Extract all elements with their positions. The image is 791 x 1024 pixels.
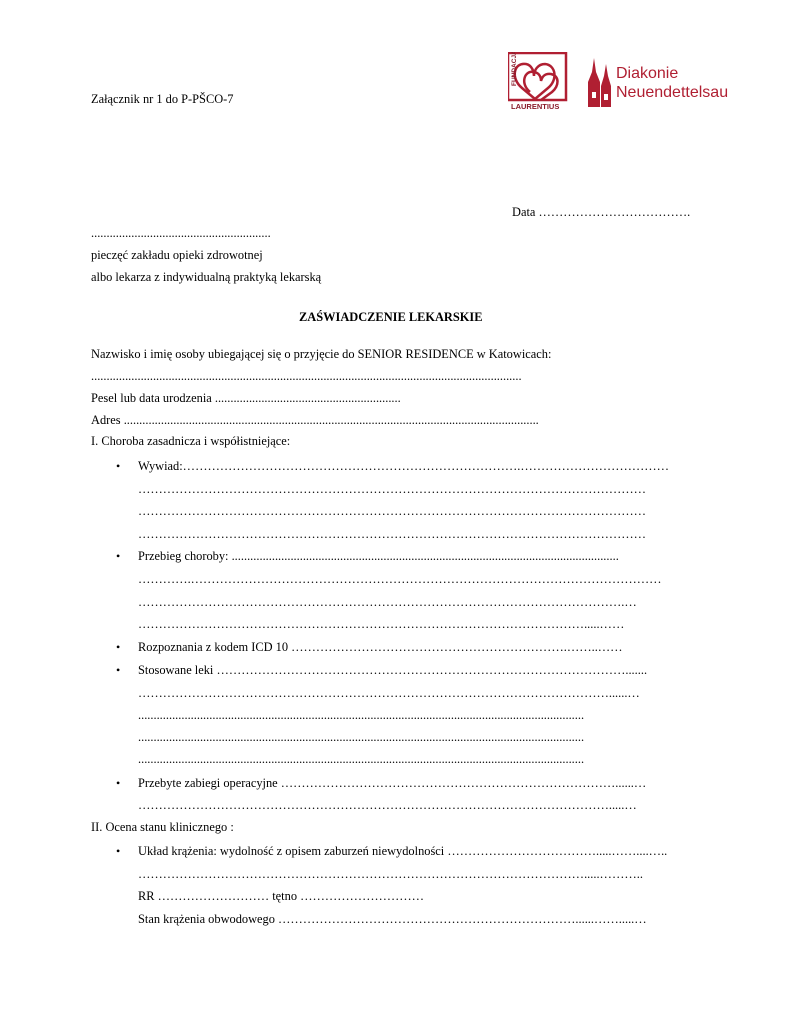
rozpoznania-field: Rozpoznania z kodem ICD 10 ………………………………………………………….……..……: [138, 640, 623, 654]
bullet-icon: •: [116, 776, 121, 790]
pesel-field: Pesel lub data urodzenia ............................................................: [91, 391, 401, 405]
stamp-label-line2: albo lekarza z indywidualną praktyką lekarską: [91, 270, 322, 284]
svg-text:Neuendettelsau: Neuendettelsau: [616, 84, 729, 101]
address-field: Adres ......................................................................................................................................: [91, 413, 539, 427]
leki-line: ................................................................................................................................................: [138, 752, 585, 766]
wywiad-field: Wywiad:……………………………………………………………………….………………………………: [138, 459, 670, 473]
bullet-icon: •: [116, 663, 121, 677]
name-label: Nazwisko i imię osoby ubiegającej się o przyjęcie do SENIOR RESIDENCE w Katowicach:: [91, 347, 552, 361]
leki-line: ……………………………………………………………………………………………………......…: [138, 686, 640, 700]
section1-heading: I. Choroba zasadnicza i współistniejące:: [91, 434, 291, 448]
wywiad-line: ……………………………………………………………………………………………………………: [138, 504, 647, 518]
leki-line: ................................................................................................................................................: [138, 708, 585, 722]
zabiegi-field: Przebyte zabiegi operacyjne ………………………………………………………………………......…: [138, 776, 647, 790]
svg-text:Diakonie: Diakonie: [616, 65, 679, 82]
section2-heading: II. Ocena stanu klinicznego :: [91, 820, 234, 834]
krazenie-obwodowe-field: Stan krążenia obwodowego ………………………………………………………………......…….....…: [138, 912, 647, 926]
przebieg-field: Przebieg choroby: .............................................................................................................................: [138, 549, 619, 563]
partner-logos: [508, 52, 730, 112]
przebieg-line: ………….……………………………………………………………………………………………………: [138, 572, 662, 586]
attachment-reference: Załącznik nr 1 do P-PŠCO-7: [91, 92, 234, 106]
date-field: Data ……………………………….: [512, 205, 691, 219]
wywiad-line: ……………………………………………………………………………………………………………: [138, 482, 647, 496]
laurentius-logo: [508, 52, 566, 111]
uklad-krazenia-field: Układ krążenia: wydolność z opisem zaburzeń niewydolności ……………………………….....……....…..: [138, 844, 668, 858]
document-title: ZAŚWIADCZENIE LEKARSKIE: [299, 310, 483, 324]
name-dots: ...........................................................................................................................................: [91, 369, 522, 383]
uklad-krazenia-line: ……………………………………………………………………………………………….....………..: [138, 867, 643, 881]
przebieg-line: ……………………………………………………………………………………………….....……: [138, 617, 625, 631]
bullet-icon: •: [116, 640, 121, 654]
leki-line: ................................................................................................................................................: [138, 730, 585, 744]
wywiad-line: ……………………………………………………………………………………………………………: [138, 527, 647, 541]
stamp-dots: ..........................................................: [91, 226, 271, 240]
logos: [508, 52, 730, 117]
bullet-icon: •: [116, 844, 121, 858]
rr-tetno-field: RR ……………………… tętno …………………………: [138, 889, 425, 903]
svg-text:LAURENTIUS: LAURENTIUS: [511, 102, 560, 111]
bullet-icon: •: [116, 549, 121, 563]
przebieg-line: ……………………………………………………………………………………………………….…: [138, 595, 637, 609]
leki-field: Stosowane leki ……………………………………………………………………………………….......: [138, 663, 648, 677]
zabiegi-line: …………………………………………………………………………………………………….....…: [138, 798, 637, 812]
stamp-label-line1: pieczęć zakładu opieki zdrowotnej: [91, 248, 263, 262]
svg-text:FUNDACJA: FUNDACJA: [511, 52, 518, 86]
bullet-icon: •: [116, 459, 121, 473]
diakonie-logo: [588, 58, 728, 107]
